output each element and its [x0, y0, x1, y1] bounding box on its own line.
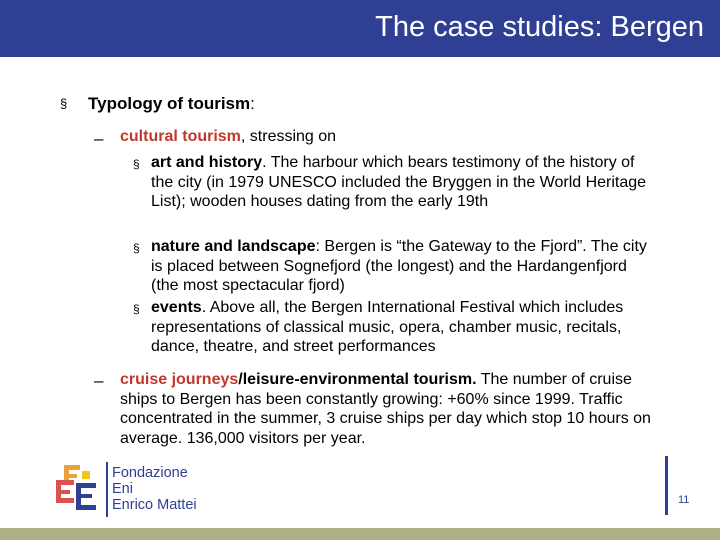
list-item-nature-landscape: [151, 237, 656, 296]
events-text: . Above all, the Bergen International Festival which includes representations of classical music, opera, chamber music, recitals, dance, theatre, and street performances: [151, 299, 624, 356]
art-history-text: . The harbour which bears testimony of the history of the city (in 1979 UNESCO included the Bryggen in the World Heritage List); wooden houses dating from the early 19th: [151, 154, 647, 211]
header-bar: [0, 0, 720, 57]
list-item-events: [151, 298, 656, 357]
cruise-journeys-item: [120, 370, 660, 448]
footer-bar: [0, 528, 720, 540]
square-bullet-icon: §: [133, 241, 140, 255]
logo-line-1: Fondazione: [112, 465, 188, 481]
cruise-journeys-label: cruise journeys: [120, 371, 239, 388]
cultural-tourism-label: cultural tourism: [120, 128, 241, 145]
cruise-journeys-text: The number of cruise ships to Bergen has been constantly growing: +60% since 1999. Traffic concentrated in the summer, 3 cruise ships per day which stop 10 hours on average. 136,000 visitors per year.: [120, 371, 651, 447]
cultural-tourism-item: [120, 127, 660, 147]
square-bullet-icon: §: [133, 157, 140, 171]
dash-bullet-icon: –: [94, 129, 104, 148]
page-number-divider: [665, 456, 668, 515]
topic-suffix: :: [250, 94, 255, 113]
art-history-lead: art and history: [151, 154, 263, 171]
slide-title: The case studies: Bergen: [375, 11, 704, 43]
square-bullet-icon: §: [133, 302, 140, 316]
events-lead: events: [151, 299, 202, 316]
page-number: 11: [678, 494, 690, 506]
cruise-journeys-lead: /leisure-environmental tourism.: [238, 371, 477, 388]
dash-bullet-icon: –: [94, 371, 104, 390]
logo-line-2: Eni: [112, 481, 133, 497]
topic-heading: [88, 93, 688, 114]
fondazione-eni-logo-icon: [52, 463, 104, 517]
square-bullet-icon: §: [60, 96, 68, 111]
nature-landscape-lead: nature and landscape: [151, 238, 316, 255]
cultural-tourism-text: , stressing on: [240, 128, 337, 145]
nature-landscape-text: : Bergen is “the Gateway to the Fjord”. The city is placed between Sognefjord (the longest) and the Hardangenfjord (the most spectacular fjord): [151, 238, 647, 295]
logo-line-3: Enrico Mattei: [112, 497, 197, 513]
topic-label: Typology of tourism: [88, 94, 251, 113]
logo-wordmark: [112, 465, 197, 513]
list-item-art-history: [151, 153, 656, 212]
logo-divider: [106, 462, 108, 517]
